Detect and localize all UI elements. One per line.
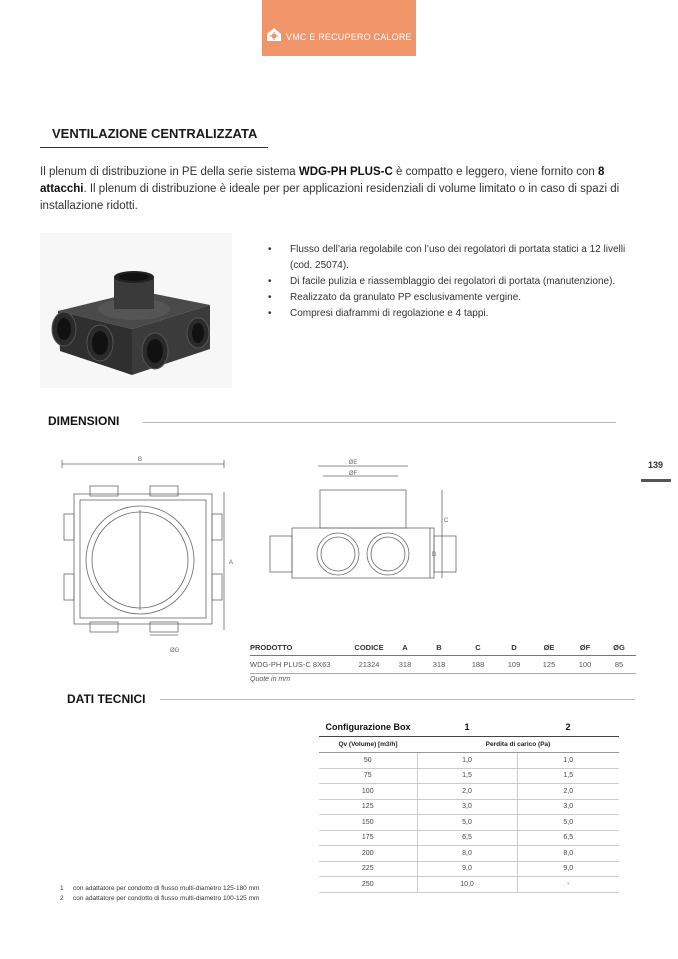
dim-label-d: D [432, 552, 437, 558]
cell: 8,0 [417, 846, 517, 862]
cell: 2,0 [517, 784, 619, 800]
house-fan-icon [266, 26, 282, 42]
dim-label-e: ØE [348, 460, 358, 466]
cell: 250 [319, 877, 417, 893]
cell: 5,0 [417, 815, 517, 831]
dimensions-rule [142, 422, 616, 423]
tech-data-table [319, 721, 619, 893]
feature-item: • Flusso dell’aria regolabile con l’uso dei regolatori di portata statici a 12 livelli (cod. 25074). [268, 242, 648, 274]
cell: 200 [319, 846, 417, 862]
side-view-drawing [258, 452, 458, 592]
tech-data-title: DATI TECNICI [67, 692, 146, 706]
feature-item: • Realizzato da granulato PP esclusivamente vergine. [268, 290, 648, 306]
dim-label-f: ØF [348, 471, 358, 477]
config-header-row [319, 721, 619, 737]
feature-list [268, 242, 648, 322]
page-number: 139 [648, 460, 664, 470]
cell: 175 [319, 830, 417, 846]
table-row [250, 656, 636, 674]
cell: 9,0 [417, 861, 517, 877]
cell: 10,0 [417, 877, 517, 893]
col-header: ØE [530, 639, 568, 656]
table-row [319, 784, 619, 800]
cell: 3,0 [517, 799, 619, 815]
intro-product-name: WDG-PH PLUS-C [298, 166, 393, 178]
cell: WDG-PH PLUS-C 8X63 [250, 656, 348, 674]
category-tab [262, 0, 416, 56]
footnote [60, 895, 259, 902]
cell: 75 [319, 768, 417, 784]
cell: 6,5 [417, 830, 517, 846]
footnote [60, 885, 259, 892]
qv-label: Qv (Volume) [m3/h] [319, 737, 417, 753]
cell: 100 [319, 784, 417, 800]
dimensions-header-row [250, 639, 636, 656]
intro-text-3: . Il plenum di distribuzione è ideale per per applicazioni residenziali di volume limitato o in caso di spazi di installazione ridotti. [40, 183, 620, 212]
cell: 1,5 [417, 768, 517, 784]
tech-data-rule [160, 699, 635, 700]
section-title: VENTILAZIONE CENTRALIZZATA [52, 126, 258, 141]
intro-attachments: 8 attacchi [40, 166, 605, 195]
cell: - [517, 877, 619, 893]
col-header: C [458, 639, 498, 656]
dim-label-g: ØG [170, 648, 180, 654]
cell: 1,0 [417, 753, 517, 769]
dim-label-c: C [444, 518, 449, 524]
cell: 318 [420, 656, 458, 674]
loss-label: Perdita di carico (Pa) [417, 737, 619, 753]
cell: 188 [458, 656, 498, 674]
cell: 50 [319, 753, 417, 769]
cell: 1,5 [517, 768, 619, 784]
table-row [319, 861, 619, 877]
cell: 100 [568, 656, 602, 674]
table-row [319, 815, 619, 831]
config-2: 2 [517, 721, 619, 737]
units-header-row [319, 737, 619, 753]
cell: 318 [390, 656, 420, 674]
section-underline [40, 147, 268, 148]
footnote-text: con adattatore per condotto di flusso multi-diametro 100-125 mm [73, 895, 260, 902]
cell: 85 [602, 656, 636, 674]
col-header: D [498, 639, 530, 656]
dim-label-a: A [229, 560, 234, 566]
col-header: ØG [602, 639, 636, 656]
cell: 5,0 [517, 815, 619, 831]
cell: 109 [498, 656, 530, 674]
cell: 2,0 [417, 784, 517, 800]
table-row [319, 877, 619, 893]
cell: 6,5 [517, 830, 619, 846]
dimensions-title: DIMENSIONI [48, 414, 120, 428]
col-header: CODICE [348, 639, 390, 656]
cell: 125 [530, 656, 568, 674]
intro-paragraph [40, 164, 640, 215]
col-header: A [390, 639, 420, 656]
col-header: B [420, 639, 458, 656]
config-label: Configurazione Box [319, 721, 417, 737]
table-row [319, 753, 619, 769]
intro-text-2: è compatto e leggero, viene fornito con [392, 166, 599, 178]
cell: 21324 [348, 656, 390, 674]
top-view-drawing [52, 452, 252, 667]
footnote-number: 1 [60, 885, 64, 892]
footnote-number: 2 [60, 895, 64, 902]
cell: 150 [319, 815, 417, 831]
cell: 8,0 [517, 846, 619, 862]
dimensions-note: Quote in mm [250, 676, 291, 683]
dimensions-table [250, 639, 636, 674]
config-1: 1 [417, 721, 517, 737]
table-row [319, 768, 619, 784]
cell: 225 [319, 861, 417, 877]
intro-text-1: Il plenum di distribuzione in PE della serie sistema [40, 166, 299, 178]
category-label: VMC E RECUPERO CALORE [286, 32, 412, 42]
col-header: ØF [568, 639, 602, 656]
feature-item: • Compresi diaframmi di regolazione e 4 tappi. [268, 306, 648, 322]
tech-data-body [319, 753, 619, 893]
cell: 1,0 [517, 753, 619, 769]
product-photo [40, 233, 232, 388]
feature-item: • Di facile pulizia e riassemblaggio dei regolatori di portata (manutenzione). [268, 274, 648, 290]
dim-label-b: B [137, 457, 143, 463]
table-row [319, 799, 619, 815]
col-header: PRODOTTO [250, 639, 348, 656]
table-row [319, 830, 619, 846]
cell: 9,0 [517, 861, 619, 877]
table-row [319, 846, 619, 862]
cell: 3,0 [417, 799, 517, 815]
page-marker [641, 479, 671, 482]
cell: 125 [319, 799, 417, 815]
footnote-text: con adattatore per condotto di flusso multi-diametro 125-180 mm [73, 885, 260, 892]
